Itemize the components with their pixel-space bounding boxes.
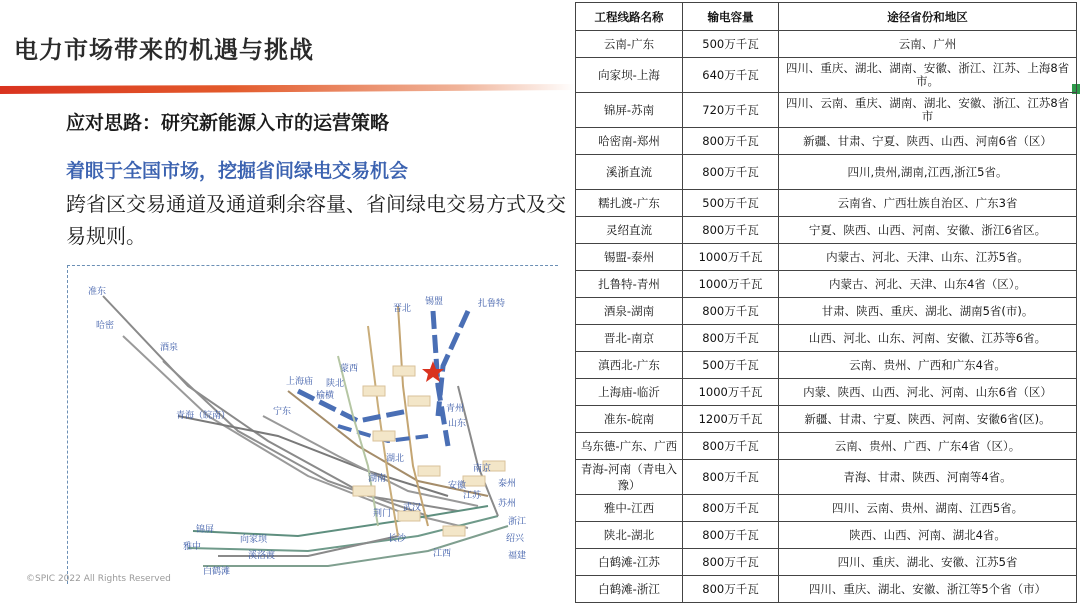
map-label: 准东 [88, 287, 107, 297]
cell-capacity: 800万千瓦 [683, 128, 779, 155]
table-row [576, 190, 1077, 217]
cell-capacity: 1000万千瓦 [683, 379, 779, 406]
map-label: 榆横 [316, 391, 335, 401]
map-label: 长沙 [388, 534, 407, 544]
copyright-notice: ©SPIC 2022 All Rights Reserved [26, 574, 171, 584]
cell-capacity: 640万千瓦 [683, 58, 779, 93]
cell-provinces: 四川、云南、重庆、湖南、湖北、安徽、浙江、江苏8省市 [779, 93, 1077, 128]
table-row [576, 433, 1077, 460]
cell-capacity: 800万千瓦 [683, 576, 779, 603]
cell-capacity: 800万千瓦 [683, 155, 779, 190]
table-row [576, 217, 1077, 244]
map-label: 安徽 [448, 481, 467, 491]
cell-provinces: 青海、甘肃、陕西、河南等4省。 [779, 460, 1077, 495]
cell-line-name: 白鹤滩-浙江 [576, 576, 683, 603]
cell-capacity: 800万千瓦 [683, 325, 779, 352]
cell-provinces: 内蒙古、河北、天津、山东4省（区）。 [779, 271, 1077, 298]
map-label: 福建 [508, 551, 527, 561]
slide-title: 电力市场带来的机遇与挑战 [14, 36, 314, 64]
map-label: 青州 [446, 404, 465, 414]
cell-line-name: 灵绍直流 [576, 217, 683, 244]
map-label: 晋北 [393, 304, 412, 314]
cell-line-name: 上海庙-临沂 [576, 379, 683, 406]
focus-heading: 着眼于全国市场，挖掘省间绿电交易机会 [66, 160, 409, 182]
cell-capacity: 500万千瓦 [683, 352, 779, 379]
cell-provinces: 四川,贵州,湖南,江西,浙江5省。 [779, 155, 1077, 190]
cell-provinces: 四川、重庆、湖北、安徽、浙江等5个省（市） [779, 576, 1077, 603]
map-label: 武汉 [403, 503, 422, 513]
cell-provinces: 新疆、甘肃、宁夏、陕西、山西、河南6省（区） [779, 128, 1077, 155]
map-label: 江西 [433, 549, 452, 559]
header-provinces: 途径省份和地区 [779, 3, 1077, 31]
cell-line-name: 云南-广东 [576, 31, 683, 58]
cell-provinces: 宁夏、陕西、山西、河南、安徽、浙江6省区。 [779, 217, 1077, 244]
cell-line-name: 滇西北-广东 [576, 352, 683, 379]
map-label: 酒泉 [160, 343, 179, 353]
table-row [576, 58, 1077, 93]
table-row [576, 522, 1077, 549]
cell-capacity: 800万千瓦 [683, 433, 779, 460]
table-row [576, 93, 1077, 128]
table-row [576, 460, 1077, 495]
cell-capacity: 800万千瓦 [683, 460, 779, 495]
transmission-lines-table [575, 2, 1077, 603]
table-row [576, 576, 1077, 603]
table-row [576, 352, 1077, 379]
transmission-map-drawing [68, 266, 559, 585]
map-label: 宁东 [273, 407, 292, 417]
cell-provinces: 山西、河北、山东、河南、安徽、江苏等6省。 [779, 325, 1077, 352]
table-row [576, 298, 1077, 325]
map-label: 浙江 [508, 517, 527, 527]
cell-capacity: 500万千瓦 [683, 190, 779, 217]
cell-provinces: 新疆、甘肃、宁夏、陕西、河南、安徽6省(区)。 [779, 406, 1077, 433]
cell-provinces: 四川、重庆、湖北、安徽、江苏5省 [779, 549, 1077, 576]
cell-capacity: 800万千瓦 [683, 217, 779, 244]
table-row [576, 31, 1077, 58]
cell-line-name: 陕北-湖北 [576, 522, 683, 549]
transmission-map [67, 265, 558, 584]
cell-capacity: 800万千瓦 [683, 495, 779, 522]
cell-capacity: 1000万千瓦 [683, 271, 779, 298]
table-row [576, 495, 1077, 522]
cell-provinces: 四川、云南、贵州、湖南、江西5省。 [779, 495, 1077, 522]
cell-provinces: 云南、广州 [779, 31, 1077, 58]
map-label: 锦屏 [196, 525, 215, 535]
table-row [576, 244, 1077, 271]
map-label: 江苏 [463, 491, 482, 501]
cell-line-name: 雅中-江西 [576, 495, 683, 522]
cell-capacity: 720万千瓦 [683, 93, 779, 128]
map-label: 溪洛渡 [248, 551, 276, 561]
cell-line-name: 向家坝-上海 [576, 58, 683, 93]
cell-provinces: 甘肃、陕西、重庆、湖北、湖南5省(市)。 [779, 298, 1077, 325]
table-row [576, 271, 1077, 298]
cell-capacity: 1000万千瓦 [683, 244, 779, 271]
cell-capacity: 800万千瓦 [683, 549, 779, 576]
table-row [576, 549, 1077, 576]
cell-provinces: 四川、重庆、湖北、湖南、安徽、浙江、江苏、上海8省市。 [779, 58, 1077, 93]
map-label: 南京 [473, 464, 492, 474]
map-label: 湖南 [368, 474, 387, 484]
body-text: 跨省区交易通道及通道剩余容量、省间绿电交易方式及交易规则。 [66, 192, 566, 248]
table-row [576, 128, 1077, 155]
table-row [576, 379, 1077, 406]
map-label: 哈密 [96, 321, 115, 331]
map-label: 青海（皖南） [176, 411, 231, 421]
cell-line-name: 哈密南-郑州 [576, 128, 683, 155]
table-row [576, 325, 1077, 352]
cell-capacity: 500万千瓦 [683, 31, 779, 58]
map-label: 白鹤滩 [203, 567, 231, 577]
cell-provinces: 云南、贵州、广西和广东4省。 [779, 352, 1077, 379]
cell-provinces: 内蒙、陕西、山西、河北、河南、山东6省（区） [779, 379, 1077, 406]
header-capacity: 输电容量 [683, 3, 779, 31]
cell-line-name: 酒泉-湖南 [576, 298, 683, 325]
map-label: 苏州 [498, 499, 517, 509]
cell-capacity: 1200万千瓦 [683, 406, 779, 433]
cell-provinces: 云南、贵州、广西、广东4省（区）。 [779, 433, 1077, 460]
cell-line-name: 扎鲁特-青州 [576, 271, 683, 298]
map-label: 锡盟 [425, 297, 444, 307]
table-row [576, 406, 1077, 433]
approach-heading: 应对思路：研究新能源入市的运营策略 [66, 112, 390, 134]
header-line-name: 工程线路名称 [576, 3, 683, 31]
map-label: 上海庙 [286, 377, 314, 387]
map-label: 向家坝 [240, 535, 268, 545]
title-accent-bar [0, 84, 575, 94]
cell-line-name: 糯扎渡-广东 [576, 190, 683, 217]
cell-provinces: 内蒙古、河北、天津、山东、江苏5省。 [779, 244, 1077, 271]
table-header-row [576, 3, 1077, 31]
cell-line-name: 晋北-南京 [576, 325, 683, 352]
map-label: 绍兴 [506, 534, 525, 544]
table-row [576, 155, 1077, 190]
cell-line-name: 锡盟-泰州 [576, 244, 683, 271]
cell-provinces: 云南省、广西壮族自治区、广东3省 [779, 190, 1077, 217]
cell-capacity: 800万千瓦 [683, 298, 779, 325]
cell-line-name: 锦屏-苏南 [576, 93, 683, 128]
map-label: 山东 [448, 419, 467, 429]
map-label: 雅中 [183, 542, 202, 552]
cell-line-name: 准东-皖南 [576, 406, 683, 433]
cell-line-name: 白鹤滩-江苏 [576, 549, 683, 576]
cell-line-name: 青海-河南（青电入豫） [576, 460, 683, 495]
map-label: 泰州 [498, 479, 517, 489]
map-label: 扎鲁特 [478, 299, 506, 309]
cell-line-name: 乌东德-广东、广西 [576, 433, 683, 460]
cell-provinces: 陕西、山西、河南、湖北4省。 [779, 522, 1077, 549]
cell-capacity: 800万千瓦 [683, 522, 779, 549]
map-label: 蒙西 [340, 364, 359, 374]
map-label: 荆门 [373, 509, 392, 519]
map-label: 陕北 [326, 379, 345, 389]
map-label: 湖北 [386, 454, 405, 464]
cell-line-name: 溪浙直流 [576, 155, 683, 190]
